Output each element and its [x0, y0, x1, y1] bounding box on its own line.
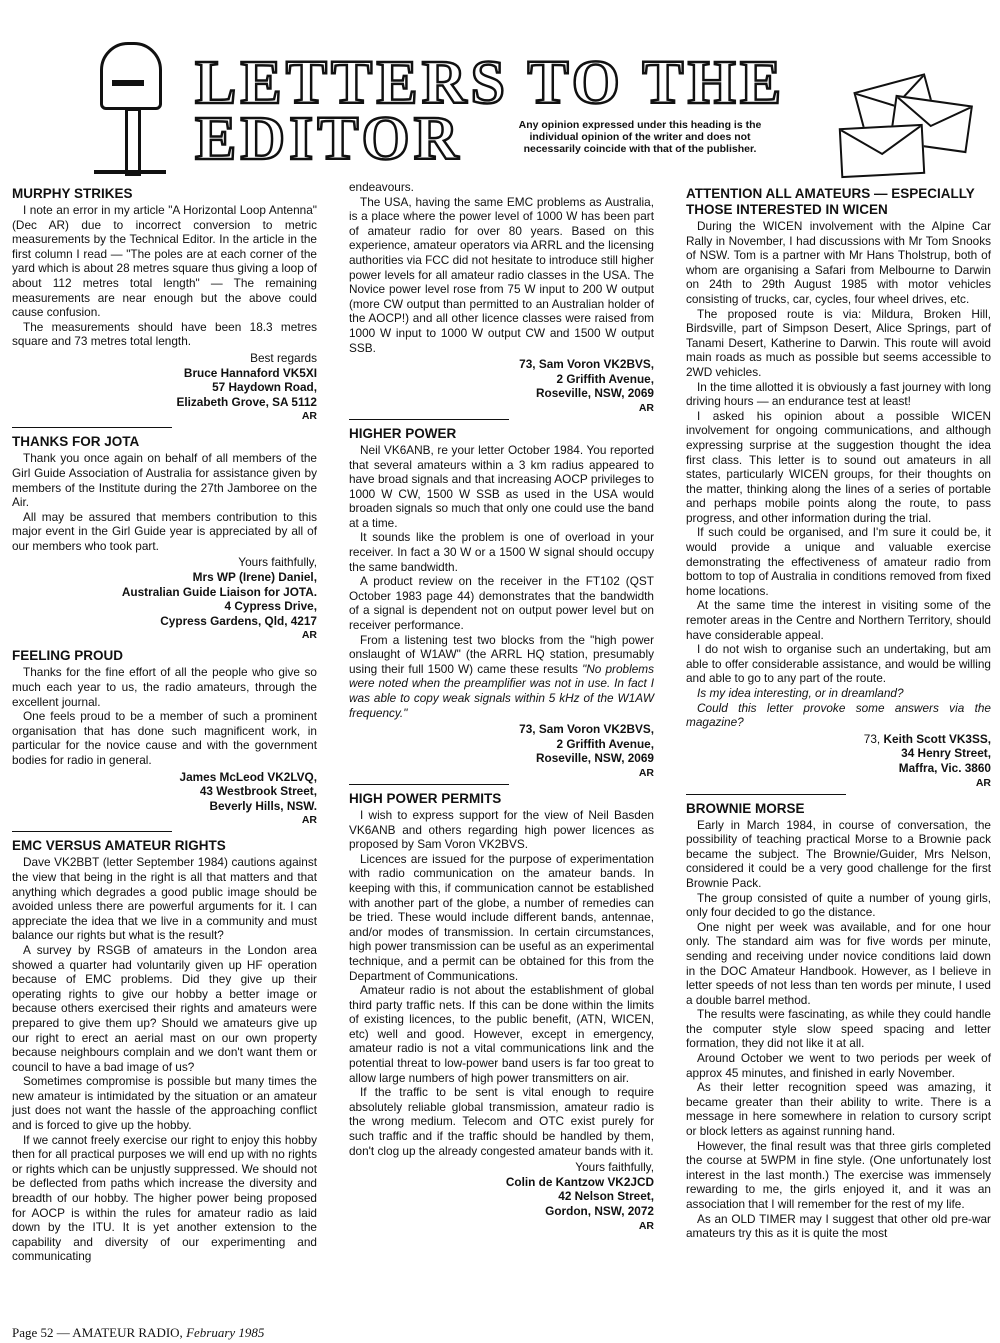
- closing: Best regards: [250, 350, 317, 365]
- ar-mark: AR: [301, 410, 317, 423]
- letter-paragraph: The measurements should have been 18.3 metres square and 73 metres total length.: [12, 319, 317, 349]
- author-address: 34 Henry Street,: [901, 746, 991, 761]
- letter-paragraph: I note an error in my article "A Horizontal Loop Antenna" (Dec AR) due to incorrect conversion to metric measurements by the Technical Editor. In the article in the first column I read — "The poles are at each corner of the yard which is about 28 metres square thus giving a loop of about 112 metres total length" — The remaining measurements are near enough but the above could cause confusion.: [12, 203, 317, 320]
- letter-signature: [349, 357, 654, 401]
- author-address: Roseville, NSW, 2069: [535, 751, 654, 766]
- letter-heading: ATTENTION ALL AMATEURS — ESPECIALLY THOSE INTERESTED IN WICEN: [686, 186, 975, 217]
- letter-signature: [12, 770, 317, 814]
- ar-mark: AR: [301, 629, 317, 642]
- author-address: Elizabeth Grove, SA 5112: [176, 394, 317, 409]
- author-address: Cypress Gardens, Qld, 4217: [160, 613, 317, 628]
- letter-heading: EMC VERSUS AMATEUR RIGHTS: [12, 838, 226, 854]
- divider: [12, 831, 172, 832]
- author-name: 73, Sam Voron VK2BVS,: [519, 722, 654, 737]
- letter-heading: HIGHER POWER: [349, 425, 457, 441]
- letter-paragraph: As their letter recognition speed was amazing, it became greater than their ability to write. There is a message in here somewhere in relation to cursory script or block letters as against running hand.: [686, 1080, 991, 1139]
- letter-paragraph: It sounds like the problem is one of overload in your receiver. In fact a 30 W or a 1500 W signal should occupy the same bandwidth.: [349, 530, 654, 574]
- author-name: James McLeod VK2LVQ,: [179, 769, 317, 784]
- letter-paragraph: [349, 633, 654, 721]
- letter-paragraph: As an OLD TIMER may I suggest that other old pre-war amateurs try this as it is quite the most: [686, 1211, 991, 1241]
- letter-paragraph: Is my idea interesting, or in dreamland?: [697, 686, 904, 700]
- letter-signature: [12, 351, 317, 409]
- letter-signature: [12, 555, 317, 628]
- disclaimer: Any opinion expressed under this heading is the individual opinion of the writer and does not necessarily coincide with that of the publisher.: [518, 119, 762, 155]
- page-header: [0, 0, 1000, 180]
- envelopes-icon: [830, 78, 980, 178]
- letter-paragraph: The results were fascinating, as while they could handle the computer style slow speed spacing and letter formation, they did not like it at all.: [686, 1007, 991, 1051]
- ar-mark: AR: [638, 401, 654, 414]
- quoted-text: "No problems were noted when the preamplifier was not in use. In fact I was able to copy weak signals within 5 kHz of the W1AW frequency.": [349, 661, 654, 720]
- ar-mark: AR: [638, 766, 654, 779]
- letter-paragraph: At the same time the interest in visiting some of the remoter areas in the Centre and Northern Territory, should have considerable appeal.: [686, 598, 991, 642]
- letter-heading: FEELING PROUD: [12, 648, 124, 664]
- letter-paragraph: One night per week was available, and for one hour only. The standard aim was for five words per minute, sending and receiving under novice conditions laid down in the DOC Amateur Handbook. However, as I believe in letter speeds of not less than ten words per minute, I used a double barrel method.: [686, 919, 991, 1007]
- author-name: Mrs WP (Irene) Daniel,: [192, 570, 317, 585]
- column-3: [686, 180, 991, 1241]
- closing: Yours faithfully,: [575, 1160, 654, 1175]
- author-address: Roseville, NSW, 2069: [535, 386, 654, 401]
- letter-paragraph: If we cannot freely exercise our right to enjoy this hobby then for all practical purposes we will end up with no rights or rights which can be unjustly suppressed. We should not be deflected from paths which increase the diversity and breadth of our hobby. The higher power being proposed for AOCP is within the rules for amateur radio as laid down by the ITU. It is yet another extension to the capability and diversity of our experimenting and communicating: [12, 1132, 317, 1264]
- letter-paragraph: In the time allotted it is obviously a fast journey with long driving hours — an endurance test at least!: [686, 379, 991, 409]
- letter-signature: [349, 1160, 654, 1218]
- divider: [349, 784, 509, 785]
- closing: Yours faithfully,: [238, 555, 317, 570]
- page-title-line2: EDITOR: [195, 105, 463, 173]
- letter-paragraph: I do not wish to organise such an undertaking, but am able to offer considerable assistance, and would be willing and able to go to any part of the route.: [686, 642, 991, 686]
- letter-paragraph: The group consisted of quite a number of young girls, only four decided to go the distance.: [686, 890, 991, 920]
- letter-paragraph: I wish to express support for the view of Neil Basden VK6ANB and others regarding high power licences as proposed by Sam Voron VK2BVS.: [349, 807, 654, 852]
- letter-paragraph: If the traffic to be sent is vital enough to require absolutely reliable global transmission, amateur radio is the wrong medium. Telecom and OTC exist purely for such traffic and if the traffic should be handled by them, don't clog up the already congested amateur bands with it.: [349, 1085, 654, 1158]
- ar-mark: AR: [301, 814, 317, 827]
- letter-paragraph: All may be assured that members contribution to this major event in the Girl Guide year is appreciated by all of our members who took part.: [12, 509, 317, 553]
- author-title: Australian Guide Liaison for JOTA.: [121, 584, 317, 599]
- letter-heading: HIGH POWER PERMITS: [349, 790, 502, 806]
- letter-paragraph: endeavours.: [349, 180, 414, 194]
- letter-paragraph: Neil VK6ANB, re your letter October 1984. You reported that several amateurs within a 3 km radius appeared to have broad signals and that increasing AOCP privileges to 1000 W CW, 1500 W SSB as used in the USA would broaden signals so much that only one could use the band at a time.: [349, 442, 654, 530]
- mailbox-icon: [100, 42, 160, 182]
- author-address: 2 Griffith Avenue,: [556, 371, 654, 386]
- author-address: 2 Griffith Avenue,: [556, 736, 654, 751]
- author-name: Bruce Hannaford VK5XI: [183, 365, 317, 380]
- letter-paragraph: Amateur radio is not about the establishment of global third party traffic nets. If this can be done within the limits of existing licences, to the public benefit, (ATN, WICEN, etc) well and good. However, except in emergency, amateur radio is not a vital communications link and the potential threat to low-power band users is far too great to allow large numbers of high power transmitters on air.: [349, 983, 654, 1085]
- closing: 73,: [863, 731, 881, 746]
- letter-paragraph: Around October we went to two periods per week of approx 45 minutes, and finished in early November.: [686, 1051, 991, 1080]
- letter-signature: [349, 722, 654, 766]
- author-address: Gordon, NSW, 2072: [545, 1204, 654, 1218]
- letter-heading: BROWNIE MORSE: [686, 800, 805, 816]
- column-2: [349, 180, 654, 1233]
- letter-signature: [686, 732, 991, 776]
- letter-paragraph: I asked his opinion about a possible WICEN involvement for ongoing communications, and although expressing surprise at the suggestion thought the idea first class. This letter is to sound out amateurs in all states, particularly WICEN groups, for their thoughts on the matter, thinking along the lines of a series of portable and perhaps mobile points along the route, to pass progress, and other information during the trial.: [686, 408, 991, 525]
- letter-paragraph: One feels proud to be a member of such a prominent organisation that has done such magnificent work, in particular for the novice cause and with the government bodies for radio in general.: [12, 709, 317, 767]
- author-name-line: [686, 732, 991, 747]
- letter-paragraph: However, the final result was that three girls completed the course at 5WPM in fine style. (One unfortunately lost interest in the last month.) The exercise was immensely rewarding to me, the girls enjoyed it, and it was an association that I will remember for the rest of my life.: [686, 1138, 991, 1211]
- page-title-line1: LETTERS TO THE: [195, 49, 786, 117]
- author-address: Beverly Hills, NSW.: [209, 798, 317, 813]
- letter-paragraph: During the WICEN involvement with the Alpine Car Rally in November, I had discussions with Mr Tom Snooks of NSW. Tom is a partner with Mr Hans Tholstrup, both of whom are organising a Safari from Melbourne to Darwin on 24th to 29th August 1985 with motor vehicles consisting of trucks, car, cycles, four wheel drives, etc.: [686, 219, 991, 306]
- footer-date: February 1985: [186, 1325, 265, 1340]
- divider: [686, 794, 846, 795]
- author-name: Keith Scott VK3SS,: [883, 731, 991, 746]
- divider: [349, 419, 509, 420]
- letter-paragraph: Could this letter provoke some answers via the magazine?: [686, 700, 991, 730]
- column-1: [12, 180, 317, 1264]
- author-name: Colin de Kantzow VK2JCD: [505, 1174, 654, 1189]
- letter-paragraph: The USA, having the same EMC problems as Australia, is a place where the power level of 1000 W has been part of amateur radio for over 80 years. Based on this experience, amateur operators via ARRL and the licensing authorities via FCC did not hesitate to introduce still higher power levels for all amateur radio classes in the USA. The Novice power level rose from 75 W input to 200 W output (more CW output than permitted to an Australian holder of the AOCP!) and all other licence classes were raised from 1000 W input to 1000 W output CW and 1500 W output SSB.: [349, 194, 654, 355]
- ar-mark: AR: [975, 776, 991, 789]
- letter-heading: MURPHY STRIKES: [12, 186, 133, 201]
- author-address: 4 Cypress Drive,: [224, 599, 317, 614]
- letter-paragraph: Dave VK2BBT (letter September 1984) cautions against the view that being in the right is all that matters and that anything which degrades a good public image should be avoided unless there are powerful arguments for it. I can appreciate the idea that we live in a community and must balance our rights but what is the result?: [12, 855, 317, 943]
- letter-paragraph: The proposed route is via: Mildura, Broken Hill, Birdsville, part of Simpson Desert, Alice Springs, part of Tanami Desert, Katherine to Darwin. This route will avoid main roads as much as possible but seems accessible to 2WD vehicles.: [686, 306, 991, 379]
- letter-paragraph: A product review on the receiver in the FT102 (QST October 1983 page 44) demonstrates that the bandwidth of a signal is dependent not on output power level but on receiver performance.: [349, 574, 654, 633]
- author-address: 57 Haydown Road,: [212, 380, 317, 395]
- letter-paragraph: A survey by RSGB of amateurs in the London area showed a quarter had voluntarily given up HF operation because of EMC problems. Did they give up their operating rights to give our hobby a better image or because others exercised their rights and amateurs were prepared to give them up? Should we amateurs give up our right to erect an aerial mast on our own property because neighbours complain and we don't want them or council to have a bad image of us?: [12, 942, 317, 1074]
- letter-paragraph: Thanks for the fine effort of all the people who give so much each year to us, the radio amateurs, through the excellent journal.: [12, 665, 317, 709]
- divider: [12, 427, 172, 428]
- letter-paragraph: Sometimes compromise is possible but many times the new amateur is intimidated by the situation or an amateur just does not want the hassle of the approaching conflict and is forced to give up the hobby.: [12, 1074, 317, 1133]
- page-footer: [12, 1325, 264, 1341]
- letter-text: From a listening test two blocks from the "high power onslaught of W1AW" (the ARRL HQ station, presumably using their full 1500 W) came these results: [349, 632, 654, 676]
- letter-heading: THANKS FOR JOTA: [12, 434, 140, 450]
- author-address: 42 Nelson Street,: [558, 1189, 654, 1204]
- letter-paragraph: Early in March 1984, in course of conversation, the possibility of teaching practical Morse to a Brownie pack became the subject. The Brownie/Guider, Mrs Nelson, considered it could be a very good challenge for the first Brownie Pack.: [686, 817, 991, 890]
- ar-mark: AR: [638, 1219, 654, 1232]
- letter-paragraph: Thank you once again on behalf of all members of the Girl Guide Association of Australia for assistance given by members of the Institute during the 27th Jamboree on the Air.: [12, 451, 317, 510]
- letter-paragraph: Licences are issued for the purpose of experimentation with radio communication on the amateur bands. In keeping with this, if communication cannot be established with another part of the globe, a number of remedies can be tried. These would include different bands, antennae, and/or modes of transmission. In certain circumstances, high power transmission can be useful as an experimental technique, and a permit can be obtained for this from the Department of Communications.: [349, 851, 654, 983]
- letter-paragraph: If such could be organised, and I'm sure it could be, it would provide a unique and valuable exercise demonstrating the effectiveness of amateur radio from bottom to top of Australia in conditions removed from fixed home locations.: [686, 525, 991, 598]
- author-name: 73, Sam Voron VK2BVS,: [519, 357, 654, 372]
- footer-page: Page 52 — AMATEUR RADIO,: [12, 1325, 183, 1340]
- author-address: 43 Westbrook Street,: [199, 784, 317, 799]
- author-address: Maffra, Vic. 3860: [898, 760, 991, 775]
